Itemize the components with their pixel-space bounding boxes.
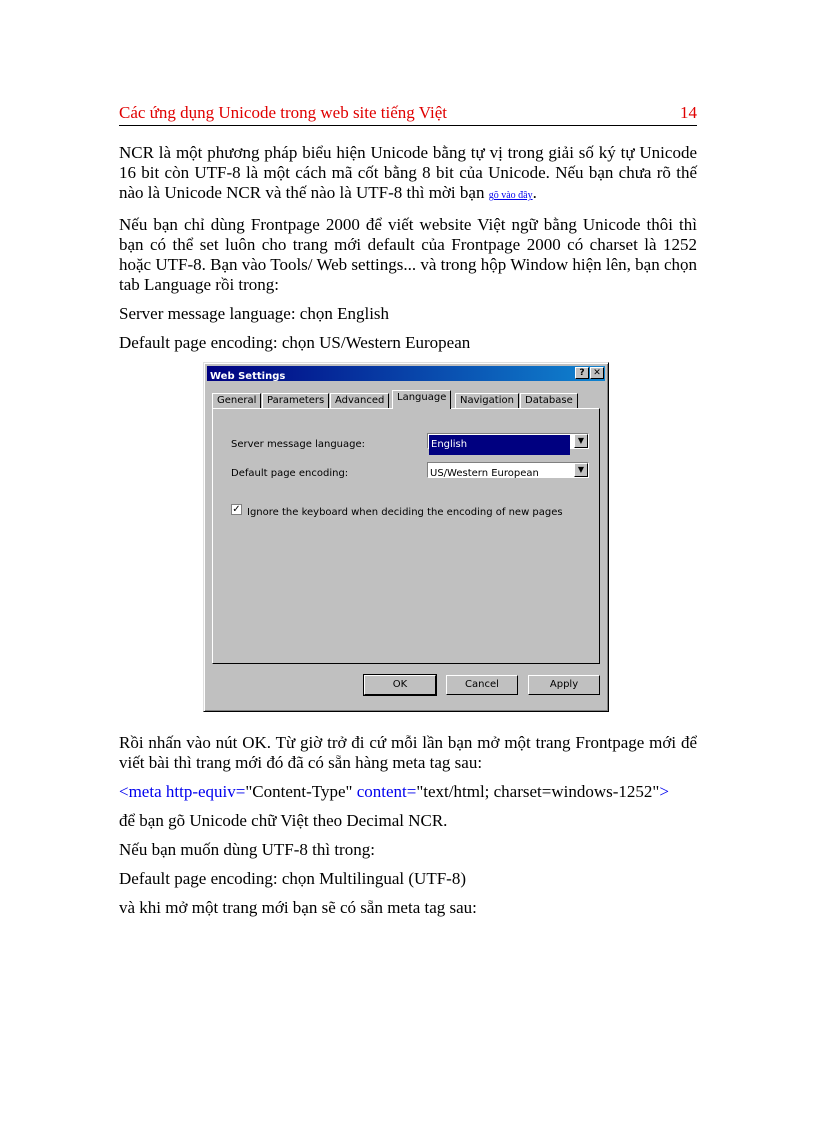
tab-advanced[interactable]: Advanced <box>330 393 389 408</box>
tab-parameters[interactable]: Parameters <box>262 393 329 408</box>
paragraph-ncr <box>119 143 697 206</box>
paragraph-utf8-encoding: Default page encoding: chọn Multilingual (UTF-8) <box>119 869 466 888</box>
page-number: 14 <box>680 103 697 122</box>
tab-general[interactable]: General <box>212 393 261 408</box>
apply-button[interactable]: Apply <box>528 675 600 695</box>
server-language-select[interactable] <box>427 433 589 449</box>
paragraph-utf8-meta: và khi mở một trang mới bạn sẽ có sẵn meta tag sau: <box>119 898 477 917</box>
web-settings-dialog <box>203 362 609 712</box>
dropdown-arrow-icon[interactable]: ▼ <box>574 434 588 448</box>
server-language-label: Server message language: <box>231 439 366 450</box>
paragraph-frontpage: Nếu bạn chỉ dùng Frontpage 2000 để viết website Việt ngữ bằng Unicode thôi thì bạn có thể set luôn cho trang mới default của Frontpage 2000 có charset là 1252 hoặc UTF-8. Bạn vào Tools/ Web settings... và trong hộp Window hiện lên, bạn chọn tab Language rồi trong: <box>119 215 697 294</box>
encoding-select[interactable] <box>427 462 589 478</box>
paragraph-decimal-ncr: để bạn gõ Unicode chữ Việt theo Decimal NCR. <box>119 811 448 830</box>
tab-navigation[interactable]: Navigation <box>455 393 519 408</box>
close-button[interactable]: ✕ <box>590 367 604 379</box>
encoding-value: US/Western European <box>430 468 539 479</box>
meta-close: > <box>659 782 669 801</box>
paragraph-ncr-end: . <box>532 183 537 202</box>
ignore-keyboard-label: Ignore the keyboard when deciding the encoding of new pages <box>247 507 563 518</box>
encoding-label: Default page encoding: <box>231 468 349 479</box>
paragraph-default-encoding: Default page encoding: chọn US/Western European <box>119 333 471 352</box>
meta-value2: "text/html; charset=windows-1252" <box>416 782 660 801</box>
meta-tag-windows <box>119 782 697 802</box>
page-content <box>119 143 697 927</box>
link-go-here[interactable]: gõ vào đây <box>488 190 533 201</box>
ignore-keyboard-checkbox[interactable] <box>231 504 242 515</box>
meta-open: <meta http-equiv= <box>119 782 246 801</box>
cancel-button[interactable]: Cancel <box>446 675 518 695</box>
help-button[interactable]: ? <box>575 367 589 379</box>
dialog-screenshot <box>119 362 697 716</box>
check-mark-icon: ✓ <box>232 504 241 515</box>
ok-button[interactable]: OK <box>364 675 436 695</box>
paragraph-server-lang: Server message language: chọn English <box>119 304 390 323</box>
tab-database[interactable]: Database <box>520 393 578 408</box>
meta-value1: "Content-Type" <box>245 782 357 801</box>
tab-language[interactable]: Language <box>392 390 451 409</box>
dropdown-arrow-icon[interactable]: ▼ <box>574 463 588 477</box>
server-language-value: English <box>429 435 570 455</box>
paragraph-ncr-text: NCR là một phương pháp biểu hiện Unicode bằng tự vị trong giải số ký tự Unicode 16 bit còn UTF-8 là một cách mã cốt bằng 8 bit của Unicode. Nếu bạn chưa rõ thế nào là Unicode NCR và thế nào là UTF-8 thì mời bạn <box>119 143 697 202</box>
paragraph-utf8-intro: Nếu bạn muốn dùng UTF-8 thì trong: <box>119 840 375 859</box>
header-title: Các ứng dụng Unicode trong web site tiếng Việt <box>119 103 447 122</box>
paragraph-after-ok: Rồi nhấn vào nút OK. Từ giờ trở đi cứ mỗi lần bạn mở một trang Frontpage mới để viết bài thì trang mới đó đã có sẵn hàng meta tag sau: <box>119 733 697 772</box>
meta-attr2: content= <box>356 782 417 801</box>
language-panel <box>212 408 600 664</box>
dialog-titlebar <box>207 366 605 381</box>
page-header <box>119 103 697 126</box>
dialog-title: Web Settings <box>210 371 286 382</box>
